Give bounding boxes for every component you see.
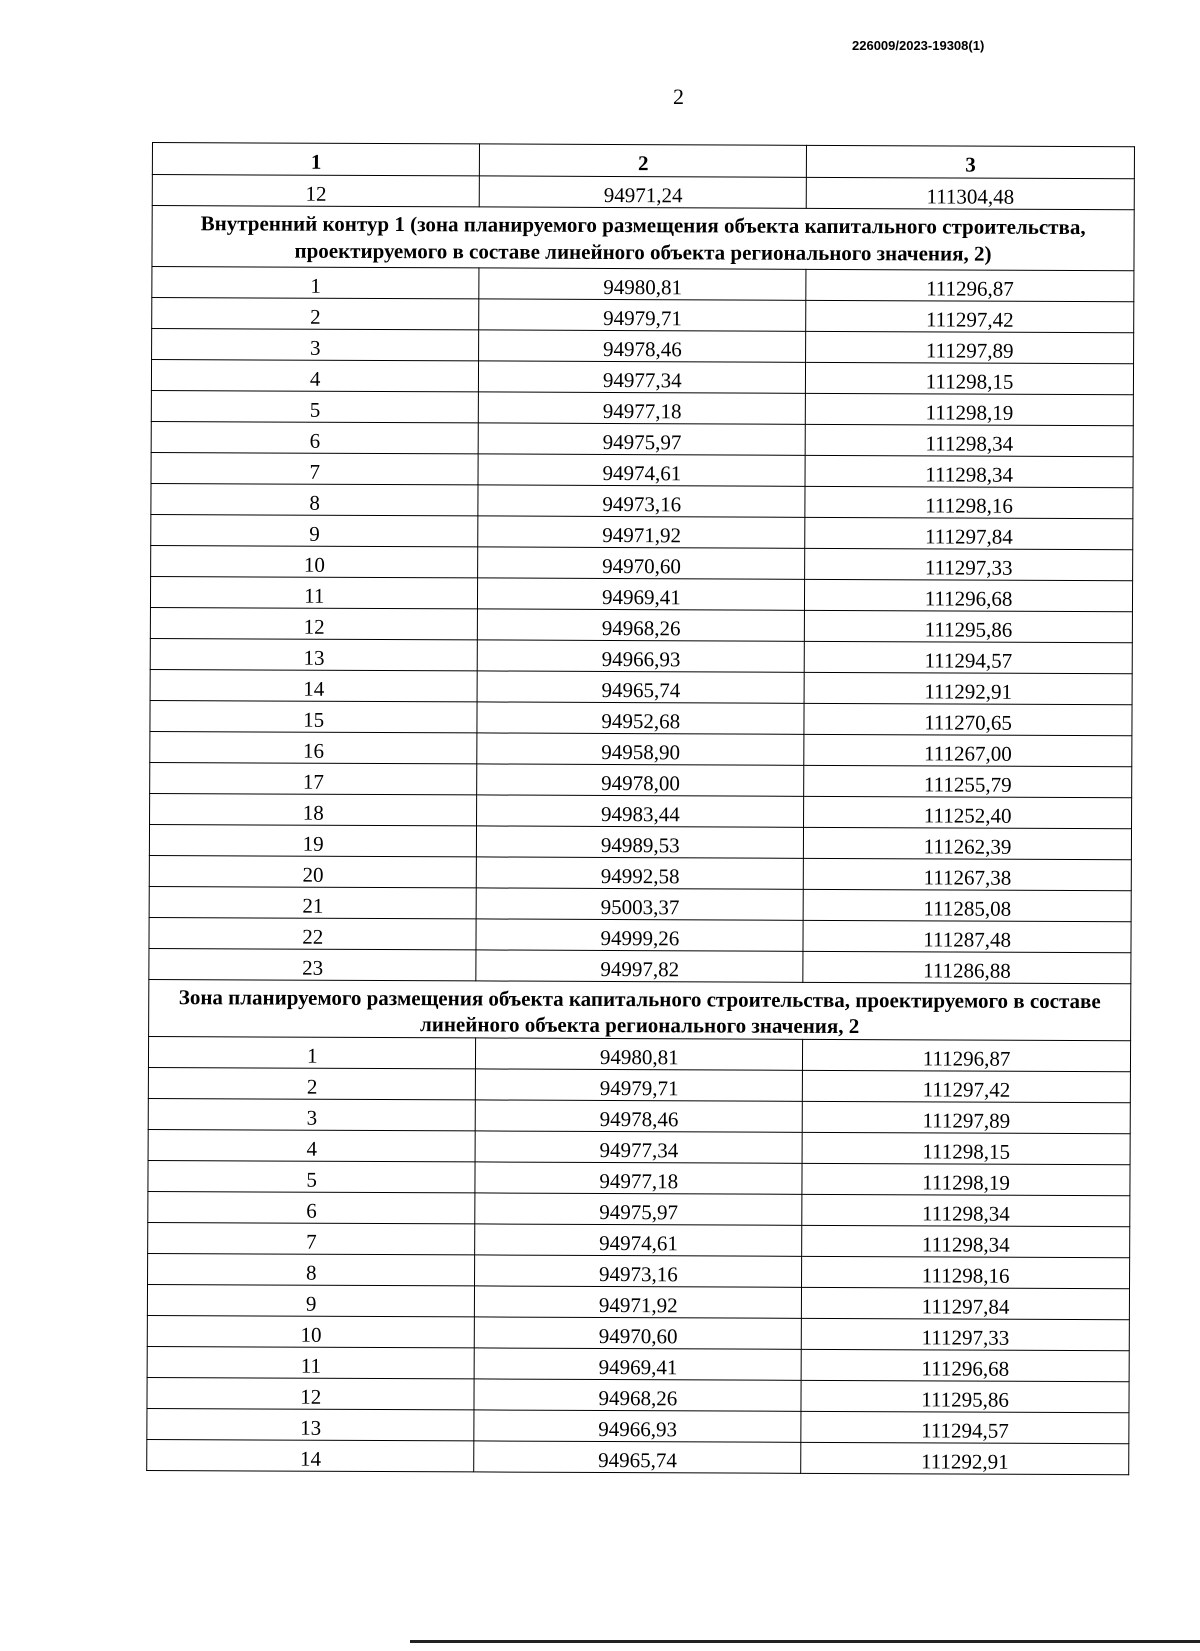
table-row bbox=[147, 1377, 1129, 1412]
x-coordinate-cell: 94978,46 bbox=[476, 1100, 803, 1132]
point-number-cell: 17 bbox=[150, 762, 478, 794]
point-number-cell: 1 bbox=[152, 267, 480, 299]
column-header-1: 1 bbox=[152, 143, 480, 176]
point-number-cell: 9 bbox=[147, 1284, 475, 1316]
table-row bbox=[152, 329, 1134, 364]
table-row bbox=[150, 607, 1132, 642]
x-coordinate-cell: 94983,44 bbox=[477, 795, 804, 827]
column-header-2: 2 bbox=[480, 144, 807, 177]
x-coordinate-cell: 94971,92 bbox=[475, 1286, 802, 1318]
table-row bbox=[150, 669, 1132, 704]
y-coordinate-cell: 111297,89 bbox=[806, 331, 1134, 363]
x-coordinate-cell: 94970,60 bbox=[475, 1317, 802, 1349]
y-coordinate-cell: 111296,68 bbox=[801, 1349, 1129, 1381]
y-coordinate-cell: 111295,86 bbox=[805, 610, 1133, 642]
table-row bbox=[149, 886, 1131, 921]
point-number-cell: 19 bbox=[149, 824, 477, 856]
y-coordinate-cell: 111298,19 bbox=[805, 393, 1133, 425]
table-row bbox=[151, 360, 1133, 395]
point-number-cell: 23 bbox=[149, 948, 477, 980]
table-row bbox=[147, 1408, 1129, 1443]
x-coordinate-cell: 94966,93 bbox=[478, 640, 805, 672]
y-coordinate-cell: 111292,91 bbox=[804, 672, 1132, 704]
x-coordinate-cell: 94958,90 bbox=[477, 733, 804, 765]
table-row bbox=[148, 1160, 1130, 1195]
section-header-row bbox=[152, 206, 1134, 271]
point-number-cell: 16 bbox=[150, 731, 478, 763]
y-coordinate-cell: 111296,68 bbox=[805, 579, 1133, 611]
y-coordinate-cell: 111292,91 bbox=[801, 1442, 1129, 1474]
y-coordinate-cell: 111297,84 bbox=[802, 1287, 1130, 1319]
y-coordinate-cell: 111297,42 bbox=[803, 1070, 1131, 1102]
x-coordinate-cell: 94971,92 bbox=[478, 516, 805, 548]
header-row bbox=[152, 143, 1134, 179]
x-coordinate-cell: 94974,61 bbox=[475, 1224, 802, 1256]
x-coordinate-cell: 94978,46 bbox=[479, 330, 806, 362]
table-row bbox=[150, 700, 1132, 735]
y-coordinate-cell: 111295,86 bbox=[801, 1380, 1129, 1412]
point-number-cell: 7 bbox=[151, 452, 479, 484]
x-coordinate-cell: 94973,16 bbox=[475, 1255, 802, 1287]
x-coordinate-cell: 94966,93 bbox=[474, 1410, 801, 1442]
point-number-cell: 5 bbox=[148, 1160, 476, 1192]
y-coordinate-cell: 111297,33 bbox=[805, 548, 1133, 580]
coordinates-table-body bbox=[147, 143, 1135, 1475]
x-coordinate-cell: 94999,26 bbox=[476, 919, 803, 951]
table-row bbox=[148, 1036, 1130, 1071]
table-row bbox=[147, 1315, 1129, 1350]
table-row bbox=[148, 1222, 1130, 1257]
table-row bbox=[149, 917, 1131, 952]
x-coordinate-cell: 94980,81 bbox=[476, 1038, 803, 1070]
table-row bbox=[151, 421, 1133, 456]
point-number-cell: 12 bbox=[152, 175, 480, 207]
y-coordinate-cell: 111298,34 bbox=[802, 1194, 1130, 1226]
x-coordinate-cell: 94974,61 bbox=[478, 454, 805, 486]
table-row bbox=[149, 824, 1131, 859]
point-number-cell: 2 bbox=[148, 1067, 476, 1099]
table-row bbox=[150, 793, 1132, 828]
y-coordinate-cell: 111297,33 bbox=[801, 1318, 1129, 1350]
x-coordinate-cell: 94969,41 bbox=[475, 1348, 802, 1380]
table-row bbox=[149, 855, 1131, 890]
x-coordinate-cell: 94971,24 bbox=[480, 176, 807, 208]
point-number-cell: 6 bbox=[148, 1191, 476, 1223]
x-coordinate-cell: 94992,58 bbox=[477, 857, 804, 889]
x-coordinate-cell: 94969,41 bbox=[478, 578, 805, 610]
y-coordinate-cell: 111296,87 bbox=[806, 269, 1134, 301]
point-number-cell: 10 bbox=[147, 1315, 475, 1347]
column-header-3: 3 bbox=[807, 145, 1135, 178]
table-row bbox=[150, 762, 1132, 797]
scan-bottom-edge-line bbox=[410, 1640, 1200, 1643]
point-number-cell: 11 bbox=[150, 576, 478, 608]
y-coordinate-cell: 111304,48 bbox=[806, 177, 1134, 209]
point-number-cell: 13 bbox=[147, 1408, 475, 1440]
table-row bbox=[147, 1284, 1129, 1319]
x-coordinate-cell: 94980,81 bbox=[479, 268, 806, 300]
x-coordinate-cell: 94997,82 bbox=[476, 950, 803, 982]
table-row bbox=[150, 731, 1132, 766]
x-coordinate-cell: 94978,00 bbox=[477, 764, 804, 796]
table-row bbox=[152, 267, 1134, 302]
x-coordinate-cell: 94979,71 bbox=[476, 1069, 803, 1101]
point-number-cell: 8 bbox=[148, 1253, 476, 1285]
point-number-cell: 14 bbox=[147, 1439, 475, 1471]
point-number-cell: 20 bbox=[149, 855, 477, 887]
page-number: 2 bbox=[673, 84, 684, 109]
y-coordinate-cell: 111298,16 bbox=[802, 1256, 1130, 1288]
table-row bbox=[150, 638, 1132, 673]
y-coordinate-cell: 111294,57 bbox=[801, 1411, 1129, 1443]
y-coordinate-cell: 111285,08 bbox=[803, 889, 1131, 921]
document-number: 226009/2023-19308(1) bbox=[852, 38, 985, 53]
point-number-cell: 6 bbox=[151, 421, 479, 453]
x-coordinate-cell: 94965,74 bbox=[478, 671, 805, 703]
y-coordinate-cell: 111296,87 bbox=[803, 1039, 1131, 1071]
y-coordinate-cell: 111252,40 bbox=[804, 796, 1132, 828]
point-number-cell: 15 bbox=[150, 700, 478, 732]
y-coordinate-cell: 111262,39 bbox=[804, 827, 1132, 859]
y-coordinate-cell: 111286,88 bbox=[803, 951, 1131, 983]
y-coordinate-cell: 111298,15 bbox=[806, 362, 1134, 394]
table-row bbox=[148, 1098, 1130, 1133]
y-coordinate-cell: 111297,89 bbox=[802, 1101, 1130, 1133]
x-coordinate-cell: 94977,18 bbox=[475, 1162, 802, 1194]
table-row bbox=[148, 1129, 1130, 1164]
point-number-cell: 14 bbox=[150, 669, 478, 701]
table-row bbox=[152, 175, 1134, 210]
point-number-cell: 4 bbox=[148, 1129, 476, 1161]
table-row bbox=[151, 452, 1133, 487]
x-coordinate-cell: 94977,18 bbox=[479, 392, 806, 424]
y-coordinate-cell: 111270,65 bbox=[804, 703, 1132, 735]
x-coordinate-cell: 94989,53 bbox=[477, 826, 804, 858]
point-number-cell: 3 bbox=[148, 1098, 476, 1130]
y-coordinate-cell: 111298,34 bbox=[805, 424, 1133, 456]
point-number-cell: 10 bbox=[151, 545, 479, 577]
table-row bbox=[151, 514, 1133, 549]
x-coordinate-cell: 94973,16 bbox=[478, 485, 805, 517]
x-coordinate-cell: 94952,68 bbox=[477, 702, 804, 734]
table-row bbox=[152, 298, 1134, 333]
table-row bbox=[151, 390, 1133, 425]
y-coordinate-cell: 111294,57 bbox=[804, 641, 1132, 673]
x-coordinate-cell: 94968,26 bbox=[478, 609, 805, 641]
y-coordinate-cell: 111298,34 bbox=[805, 455, 1133, 487]
x-coordinate-cell: 94977,34 bbox=[479, 361, 806, 393]
point-number-cell: 11 bbox=[147, 1346, 475, 1378]
point-number-cell: 12 bbox=[147, 1377, 475, 1409]
table-row bbox=[147, 1346, 1129, 1381]
y-coordinate-cell: 111287,48 bbox=[803, 920, 1131, 952]
table-row bbox=[148, 1191, 1130, 1226]
section-title-zone: Зона планируемого размещения объекта капитального строительства, проектируемого в составе линейного объекта регионального значения, 2 bbox=[149, 979, 1131, 1040]
point-number-cell: 21 bbox=[149, 886, 477, 918]
table-row bbox=[149, 948, 1131, 983]
y-coordinate-cell: 111298,16 bbox=[805, 486, 1133, 518]
point-number-cell: 13 bbox=[150, 638, 478, 670]
table-row bbox=[147, 1439, 1129, 1474]
x-coordinate-cell: 94975,97 bbox=[479, 423, 806, 455]
point-number-cell: 9 bbox=[151, 514, 479, 546]
y-coordinate-cell: 111298,15 bbox=[802, 1132, 1130, 1164]
y-coordinate-cell: 111297,42 bbox=[806, 300, 1134, 332]
table-row bbox=[150, 576, 1132, 611]
table-row bbox=[151, 545, 1133, 580]
point-number-cell: 7 bbox=[148, 1222, 476, 1254]
table-row bbox=[151, 483, 1133, 518]
point-number-cell: 18 bbox=[150, 793, 478, 825]
section-header-row bbox=[149, 979, 1131, 1040]
point-number-cell: 3 bbox=[152, 329, 480, 361]
y-coordinate-cell: 111298,19 bbox=[802, 1163, 1130, 1195]
table-row bbox=[148, 1067, 1130, 1102]
y-coordinate-cell: 111255,79 bbox=[804, 765, 1132, 797]
x-coordinate-cell: 94975,97 bbox=[475, 1193, 802, 1225]
y-coordinate-cell: 111267,00 bbox=[804, 734, 1132, 766]
point-number-cell: 1 bbox=[148, 1036, 476, 1068]
coordinates-table bbox=[146, 142, 1135, 1475]
section-title-inner-contour: Внутренний контур 1 (зона планируемого размещения объекта капитального строительства, проектируемого в составе линейного объекта регионального значения, 2) bbox=[152, 206, 1134, 271]
table-row bbox=[148, 1253, 1130, 1288]
point-number-cell: 4 bbox=[151, 360, 479, 392]
y-coordinate-cell: 111298,34 bbox=[802, 1225, 1130, 1257]
y-coordinate-cell: 111297,84 bbox=[805, 517, 1133, 549]
x-coordinate-cell: 94965,74 bbox=[474, 1441, 801, 1473]
point-number-cell: 5 bbox=[151, 390, 479, 422]
point-number-cell: 22 bbox=[149, 917, 477, 949]
point-number-cell: 12 bbox=[150, 607, 478, 639]
point-number-cell: 8 bbox=[151, 483, 479, 515]
x-coordinate-cell: 94977,34 bbox=[476, 1131, 803, 1163]
x-coordinate-cell: 94970,60 bbox=[478, 547, 805, 579]
x-coordinate-cell: 95003,37 bbox=[477, 888, 804, 920]
point-number-cell: 2 bbox=[152, 298, 480, 330]
x-coordinate-cell: 94979,71 bbox=[479, 299, 806, 331]
x-coordinate-cell: 94968,26 bbox=[474, 1379, 801, 1411]
y-coordinate-cell: 111267,38 bbox=[803, 858, 1131, 890]
